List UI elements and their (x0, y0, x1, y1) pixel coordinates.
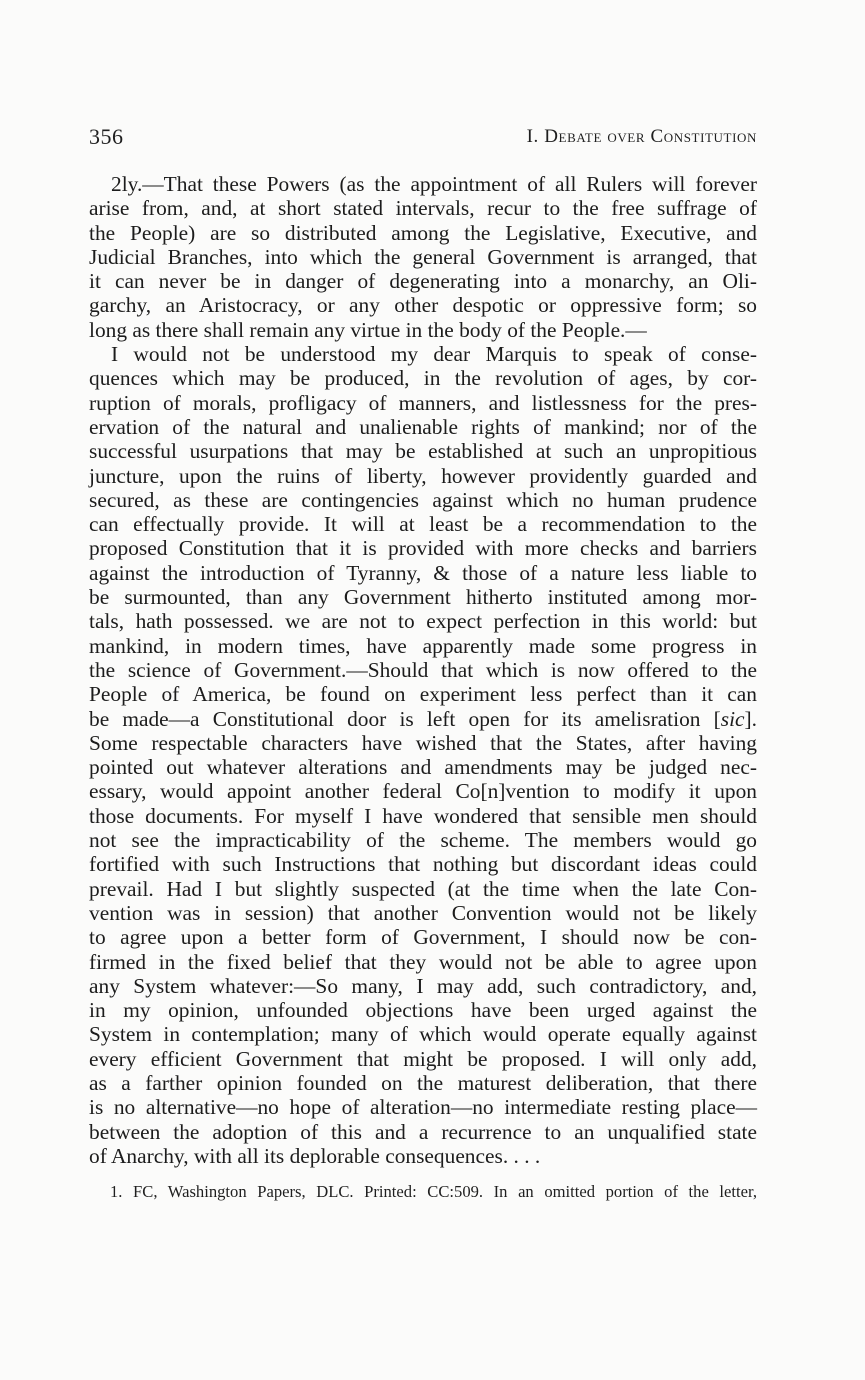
text-line: any System whatever:—So many, I may add, such contradictory, and, (89, 973, 757, 998)
text-line: quences which may be produced, in the revolution of ages, by cor- (89, 366, 757, 391)
sic-mark: sic (720, 706, 745, 731)
text-line: can effectually provide. It will at least be a recommendation to the (89, 512, 757, 537)
text-line: People of America, be found on experiment less perfect than it can (89, 682, 757, 707)
text-line: prevail. Had I but slightly suspected (at the time when the late Con- (89, 876, 757, 901)
text-line: every efficient Government that might be proposed. I will only add, (89, 1046, 757, 1071)
text-line: those documents. For myself I have wondered that sensible men should (89, 803, 757, 828)
text-line: to agree upon a better form of Government, I should now be con- (89, 925, 757, 950)
text-line: 2ly.—That these Powers (as the appointment of all Rulers will forever (111, 172, 757, 196)
text-line: pointed out whatever alterations and amendments may be judged nec- (89, 755, 757, 780)
text-line: fortified with such Instructions that nothing but discordant ideas could (89, 852, 757, 877)
text-line: firmed in the fixed belief that they would not be able to agree upon (89, 949, 757, 974)
text-line: is no alternative—no hope of alteration—no intermediate resting place— (89, 1095, 757, 1120)
text-line: long as there shall remain any virtue in the body of the People.— (89, 317, 647, 342)
text-line: Judicial Branches, into which the general Government is arranged, that (89, 244, 757, 269)
running-head: I. Debate over Constitution (526, 126, 757, 147)
text-line: mankind, in modern times, have apparently made some progress in (89, 633, 757, 658)
text-line: garchy, an Aristocracy, or any other despotic or oppressive form; so (89, 293, 757, 318)
page-header (89, 124, 757, 154)
text-line: in my opinion, unfounded objections have been urged against the (89, 998, 757, 1023)
text-line: ervation of the natural and unalienable rights of mankind; nor of the (89, 414, 757, 439)
text-line: System in contemplation; many of which would operate equally against (89, 1022, 757, 1047)
text-line: it can never be in danger of degenerating into a monarchy, an Oli- (89, 269, 757, 294)
text-line: proposed Constitution that it is provided with more checks and barriers (89, 536, 757, 561)
text-line: vention was in session) that another Convention would not be likely (89, 900, 757, 925)
sic-before: be made—a Constitutional door is left open for its amelisration [ (89, 706, 721, 731)
text-line: be surmounted, than any Government hitherto instituted among mor- (89, 585, 757, 610)
page-number: 356 (89, 124, 124, 149)
text-line: the science of Government.—Should that which is now offered to the (89, 657, 757, 682)
sic-after: ]. (744, 706, 757, 731)
text-line: arise from, and, at short stated intervals, recur to the free suffrage of (89, 196, 757, 221)
text-line: tals, hath possessed. we are not to expect perfection in this world: but (89, 609, 757, 634)
text-line: secured, as these are contingencies against which no human prudence (89, 487, 757, 512)
text-line: essary, would appoint another federal Co[n]vention to modify it upon (89, 779, 757, 804)
text-line: against the introduction of Tyranny, & those of a nature less liable to (89, 560, 757, 585)
text-line: not see the impracticability of the scheme. The members would go (89, 828, 757, 853)
footnote: 1. FC, Washington Papers, DLC. Printed: CC:509. In an omitted portion of the letter, (110, 1182, 757, 1201)
text-line: between the adoption of this and a recurrence to an unqualified state (89, 1119, 757, 1144)
text-line: of Anarchy, with all its deplorable consequences. . . . (89, 1143, 541, 1168)
text-line: Some respectable characters have wished that the States, after having (89, 730, 757, 755)
text-line: ruption of morals, profligacy of manners, and listlessness for the pres- (89, 390, 757, 415)
text-line: successful usurpations that may be established at such an unpropitious (89, 439, 757, 464)
text-line: juncture, upon the ruins of liberty, however providently guarded and (89, 463, 757, 488)
text-line-sic (89, 707, 757, 731)
text-line: as a farther opinion founded on the maturest deliberation, that there (89, 1070, 757, 1095)
text-line: I would not be understood my dear Marquis to speak of conse- (111, 342, 757, 367)
body-text (89, 172, 757, 1168)
text-line: the People) are so distributed among the Legislative, Executive, and (89, 220, 757, 245)
